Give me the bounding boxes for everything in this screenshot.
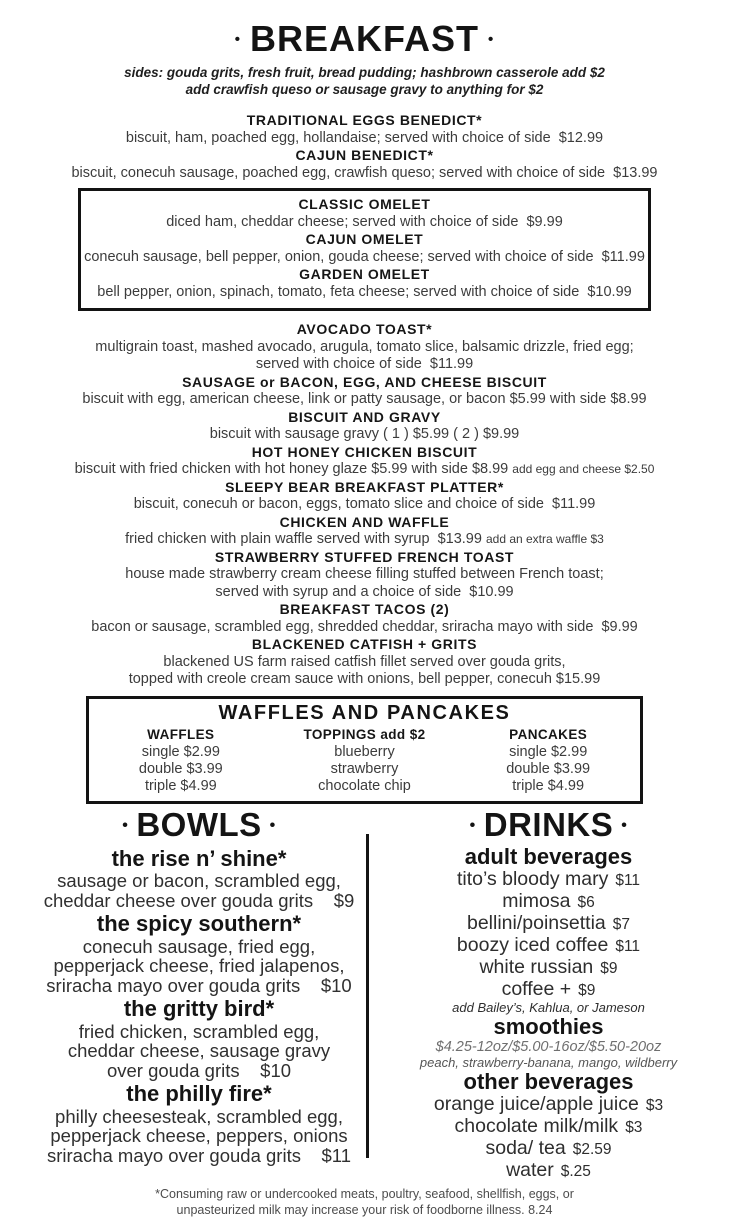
waffles-pancakes-box: [86, 696, 643, 804]
menu-item-breakfast-tacos: [0, 601, 729, 636]
bowls-title: [30, 806, 368, 845]
drinks-title: [368, 806, 729, 845]
item-desc: conecuh sausage, fried egg,: [82, 935, 316, 957]
column-row: chocolate chip: [318, 777, 411, 794]
drink-price: $2.59: [572, 1141, 612, 1158]
omelet-box: [78, 188, 651, 311]
drink-price: $.25: [560, 1163, 591, 1180]
smoothies-flavors: peach, strawberry-banana, mango, wildberry: [419, 1055, 678, 1070]
drink-item-white-russian: [368, 957, 729, 979]
item-desc: fried chicken, scrambled egg,: [78, 1020, 320, 1042]
item-desc: biscuit, conecuh sausage, poached egg, crawfish queso; served with choice of side $13.99: [71, 164, 658, 181]
menu-item-cajun-benedict: [0, 147, 729, 182]
item-desc: bell pepper, onion, spinach, tomato, feta cheese; served with choice of side $10.99: [97, 283, 632, 300]
item-name: the spicy southern*: [96, 911, 302, 936]
drink-name: chocolate milk/milk: [454, 1115, 619, 1137]
item-name: CAJUN OMELET: [305, 231, 424, 247]
item-desc: bacon or sausage, scrambled egg, shredded cheddar, sriracha mayo with side $9.99: [91, 618, 638, 635]
item-desc: sausage or bacon, scrambled egg,: [57, 870, 341, 891]
item-desc: multigrain toast, mashed avocado, arugula, tomato slice, balsamic drizzle, fried egg;: [95, 338, 634, 355]
drink-price: $3: [645, 1097, 664, 1114]
column-row: blueberry: [334, 743, 395, 760]
item-name: HOT HONEY CHICKEN BISCUIT: [251, 443, 478, 460]
column-row: single $2.99: [141, 743, 220, 760]
disclaimer-line: *Consuming raw or undercooked meats, poultry, seafood, shellfish, eggs, or: [155, 1187, 574, 1201]
menu-note-line: sides: gouda grits, fresh fruit, bread pudding; hashbrown casserole add $2: [124, 65, 605, 80]
menu-item-gritty-bird: [30, 997, 368, 1080]
drink-name: water: [506, 1159, 554, 1181]
item-desc: biscuit, conecuh or bacon, eggs, tomato slice and choice of side $11.99: [133, 496, 596, 512]
bowls-title-text: BOWLS: [136, 805, 262, 843]
item-name: the rise n’ shine*: [111, 845, 287, 871]
menu-item-chicken-and-waffle: [0, 514, 729, 549]
item-name: TRADITIONAL EGGS BENEDICT*: [246, 112, 483, 128]
menu-item-sleepy-bear-breakfast-platter: [0, 479, 729, 514]
item-desc: served with syrup and a choice of side $10.99: [215, 583, 514, 600]
menu-item-blackened-catfish-grits: [0, 636, 729, 689]
item-name: GARDEN OMELET: [299, 266, 430, 282]
drink-name: coffee +: [501, 977, 572, 1000]
bullet-decoration: •: [234, 31, 241, 48]
drink-name: mimosa: [502, 889, 571, 912]
item-desc: topped with creole cream sauce with onions, bell pepper, conecuh $15.99: [128, 671, 601, 687]
item-desc-text: fried chicken with plain waffle served with syrup $13.99: [125, 531, 482, 547]
menu-item-biscuit-and-gravy: [0, 409, 729, 444]
column-row: strawberry: [330, 760, 399, 777]
bullet-decoration: •: [488, 31, 495, 48]
item-desc: biscuit, ham, poached egg, hollandaise; served with choice of side $12.99: [125, 129, 604, 146]
column-row: triple $4.99: [512, 777, 585, 794]
menu-item-rise-n-shine: [30, 847, 368, 911]
bowls-section: [0, 806, 368, 1183]
menu-item-traditional-eggs-benedict: [0, 112, 729, 147]
item-name: SLEEPY BEAR BREAKFAST PLATTER*: [225, 478, 504, 495]
item-desc: over gouda grits $10: [106, 1059, 292, 1081]
drinks-section: [368, 806, 729, 1183]
coffee-addons-note: add Bailey’s, Kahlua, or Jameson: [452, 999, 645, 1015]
adult-beverages-header: adult beverages: [464, 843, 633, 869]
item-desc-text: biscuit with fried chicken with hot honey glaze $5.99 with side $8.99: [74, 461, 509, 477]
item-name: CAJUN BENEDICT*: [295, 147, 434, 163]
item-desc: cheddar cheese over gouda grits $9: [43, 889, 355, 911]
drink-item-titos-bloody-mary: [368, 869, 729, 891]
item-desc: biscuit with sausage gravy ( 1 ) $5.99 ( 2 ) $9.99: [209, 426, 520, 442]
item-addon-note: add an extra waffle $3: [485, 532, 604, 546]
item-desc: [0, 461, 729, 479]
pancakes-column: [456, 726, 640, 795]
drink-name: tito’s bloody mary: [456, 867, 609, 890]
drink-price: $6: [577, 893, 595, 911]
item-name: BLACKENED CATFISH + GRITS: [251, 636, 478, 652]
drink-item-chocolate-milk: [368, 1116, 729, 1138]
drink-item-orange-apple-juice: [368, 1094, 729, 1116]
drink-price: $9: [578, 981, 596, 999]
bullet-decoration: •: [621, 816, 628, 834]
breakfast-menu: [0, 20, 729, 1218]
item-desc: diced ham, cheddar cheese; served with choice of side $9.99: [166, 213, 563, 230]
page-title: [0, 20, 729, 59]
page-title-text: BREAKFAST: [249, 18, 479, 59]
drink-item-coffee-plus: [368, 979, 729, 1001]
item-desc: served with choice of side $11.99: [255, 356, 474, 372]
drink-name: white russian: [479, 955, 594, 978]
item-name: CHICKEN AND WAFFLE: [279, 513, 450, 530]
item-name: BREAKFAST TACOS (2): [279, 601, 450, 617]
item-desc: pepperjack cheese, peppers, onions: [50, 1125, 348, 1146]
item-desc: conecuh sausage, bell pepper, onion, gouda cheese; served with choice of side $11.99: [84, 248, 645, 265]
disclaimer-line: unpasteurized milk may increase your risk of foodborne illness. 8.24: [176, 1202, 553, 1217]
item-name: the philly fire*: [126, 1081, 272, 1106]
menu-item-cajun-omelet: [81, 231, 648, 266]
menu-note-line: add crawfish queso or sausage gravy to anything for $2: [185, 82, 544, 97]
drink-name: bellini/poinsettia: [466, 911, 606, 934]
column-row: single $2.99: [509, 743, 588, 760]
other-beverages-header: other beverages: [463, 1069, 634, 1094]
drink-price: $3: [625, 1119, 643, 1136]
drink-name: soda/ tea: [485, 1137, 566, 1159]
drink-price: $11: [615, 937, 641, 955]
item-desc: sriracha mayo over gouda grits $11: [46, 1144, 352, 1166]
bowls-drinks-section: [0, 806, 729, 1183]
column-header: PANCAKES: [509, 726, 588, 742]
menu-item-classic-omelet: [81, 196, 648, 231]
item-desc: cheddar cheese, sausage gravy: [67, 1040, 331, 1061]
item-name: BISCUIT AND GRAVY: [288, 408, 441, 425]
menu-item-spicy-southern: [30, 912, 368, 995]
item-name: the gritty bird*: [123, 996, 275, 1021]
benedict-items-section: [0, 112, 729, 182]
drink-item-mimosa: [368, 891, 729, 913]
column-row: double $3.99: [506, 760, 591, 777]
drink-item-boozy-iced-coffee: [368, 935, 729, 957]
menu-item-strawberry-stuffed-french-toast: [0, 549, 729, 602]
item-desc: sriracha mayo over gouda grits $10: [46, 974, 352, 996]
waffles-box-columns: [89, 726, 640, 795]
item-desc: philly cheesesteak, scrambled egg,: [55, 1105, 343, 1127]
toppings-column: [273, 726, 457, 795]
drink-item-bellini-poinsettia: [368, 913, 729, 935]
bullet-decoration: •: [269, 816, 276, 834]
footer-disclaimer: [0, 1187, 729, 1218]
column-divider: [366, 834, 369, 1158]
column-header: WAFFLES: [147, 726, 215, 742]
item-name: STRAWBERRY STUFFED FRENCH TOAST: [214, 548, 515, 565]
menu-item-sausage-bacon-egg-cheese-biscuit: [0, 374, 729, 409]
menu-item-philly-fire: [30, 1082, 368, 1165]
item-desc: biscuit with egg, american cheese, link or patty sausage, or bacon $5.99 with side $8.99: [82, 391, 647, 407]
item-name: CLASSIC OMELET: [298, 196, 431, 212]
menu-item-garden-omelet: [81, 266, 648, 301]
drink-name: orange juice/apple juice: [433, 1093, 639, 1115]
item-desc: house made strawberry cream cheese filling stuffed between French toast;: [125, 566, 604, 582]
menu-sides-note: [0, 64, 729, 98]
column-row: double $3.99: [138, 760, 223, 777]
item-desc: [0, 531, 729, 549]
drink-item-water: [368, 1160, 729, 1182]
drink-price: $11: [615, 871, 641, 889]
menu-item-avocado-toast: [0, 321, 729, 374]
item-addon-note: add egg and cheese $2.50: [512, 462, 655, 476]
drink-price: $9: [600, 959, 618, 977]
column-row: triple $4.99: [144, 777, 217, 794]
item-name: AVOCADO TOAST*: [296, 321, 433, 337]
item-desc: pepperjack cheese, fried jalapenos,: [53, 955, 345, 976]
smoothies-header: smoothies: [493, 1014, 604, 1039]
menu-item-hot-honey-chicken-biscuit: [0, 444, 729, 479]
bullet-decoration: •: [122, 816, 129, 834]
column-header: TOPPINGS add $2: [303, 726, 426, 742]
drinks-title-text: DRINKS: [483, 805, 614, 843]
drink-price: $7: [612, 915, 630, 933]
waffles-column: [89, 726, 273, 795]
item-name: SAUSAGE or BACON, EGG, AND CHEESE BISCUIT: [182, 373, 547, 390]
breakfast-items-section: [0, 321, 729, 689]
drink-item-soda-tea: [368, 1138, 729, 1160]
drink-name: boozy iced coffee: [456, 933, 609, 956]
item-desc: blackened US farm raised catfish fillet served over gouda grits,: [163, 653, 566, 670]
bullet-decoration: •: [469, 816, 476, 834]
smoothies-prices: $4.25-12oz/$5.00-16oz/$5.50-20oz: [435, 1039, 662, 1055]
waffles-box-title: WAFFLES AND PANCAKES: [218, 701, 511, 724]
